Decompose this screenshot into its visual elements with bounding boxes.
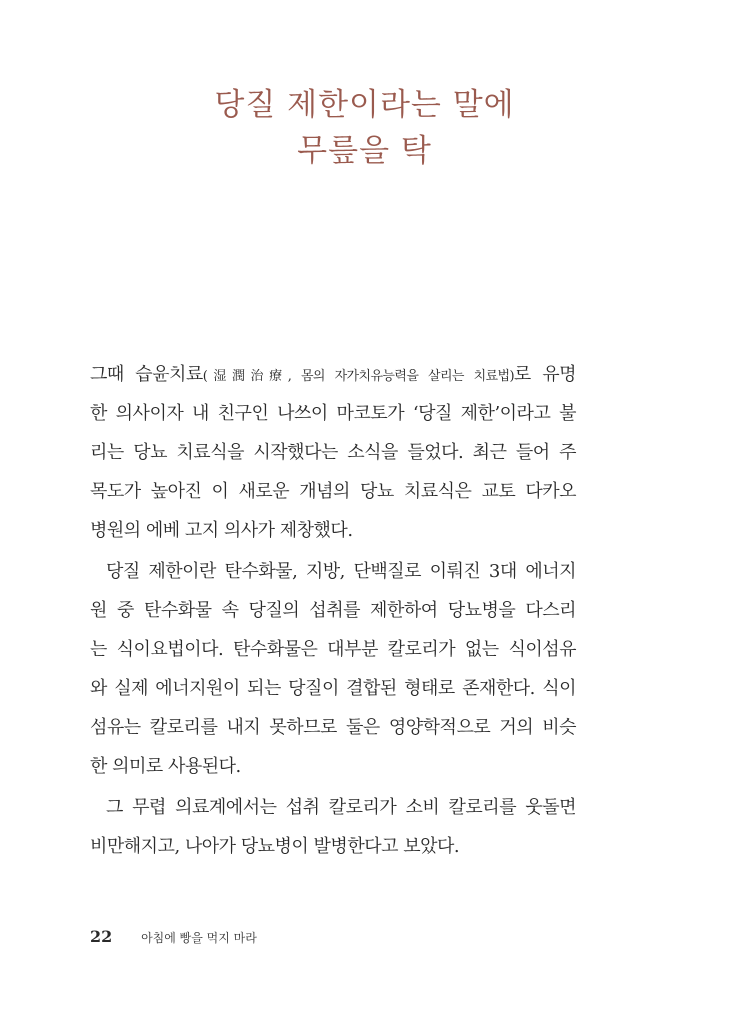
paragraph-2: [90, 552, 576, 786]
text-line: 와 실제 에너지원이 되는 당질이 결합된 형태로 존재한다. 식이: [90, 678, 576, 699]
text-segment: 그때 습윤치료: [90, 364, 203, 385]
running-book-title: 아침에 빵을 먹지 마라: [141, 931, 257, 945]
page-number: 22: [90, 927, 113, 946]
text-line: 한 의미로 사용된다.: [90, 756, 241, 777]
text-line: 는 식이요법이다. 탄수화물은 대부분 칼로리가 없는 식이섬유: [90, 639, 576, 660]
text-line: [90, 355, 576, 394]
body-text: [90, 355, 576, 866]
text-line: 리는 당뇨 치료식을 시작했다는 소식을 들었다. 최근 들어 주: [90, 442, 576, 463]
text-line: 목도가 높아진 이 새로운 개념의 당뇨 치료식은 교토 다카오: [90, 481, 576, 502]
chapter-title: [0, 82, 729, 174]
text-line: 원 중 탄수화물 속 당질의 섭취를 제한하여 당뇨병을 다스리: [90, 600, 576, 621]
paragraph-1: [90, 355, 576, 550]
paragraph-3: [90, 788, 576, 866]
annotation-note: (湿潤治療, 몸의 자가치유능력을 살리는 치료법): [202, 369, 514, 384]
text-segment: 로 유명: [513, 364, 576, 385]
text-line: 비만해지고, 나아가 당뇨병이 발병한다고 보았다.: [90, 836, 460, 857]
text-line: 그 무렵 의료계에서는 섭취 칼로리가 소비 칼로리를 웃돌면: [106, 797, 576, 818]
chapter-title-line-1: 당질 제한이라는 말에: [214, 87, 515, 123]
text-line: 섬유는 칼로리를 내지 못하므로 둘은 영양학적으로 거의 비슷: [90, 717, 576, 738]
page-footer: [90, 927, 257, 946]
chapter-title-line-2: 무릎을 탁: [297, 133, 432, 169]
text-line: 당질 제한이란 탄수화물, 지방, 단백질로 이뤄진 3대 에너지: [106, 561, 576, 582]
text-line: 병원의 에베 고지 의사가 제창했다.: [90, 520, 353, 541]
text-line: 한 의사이자 내 친구인 나쓰이 마코토가 ‘당질 제한’이라고 불: [90, 403, 576, 424]
